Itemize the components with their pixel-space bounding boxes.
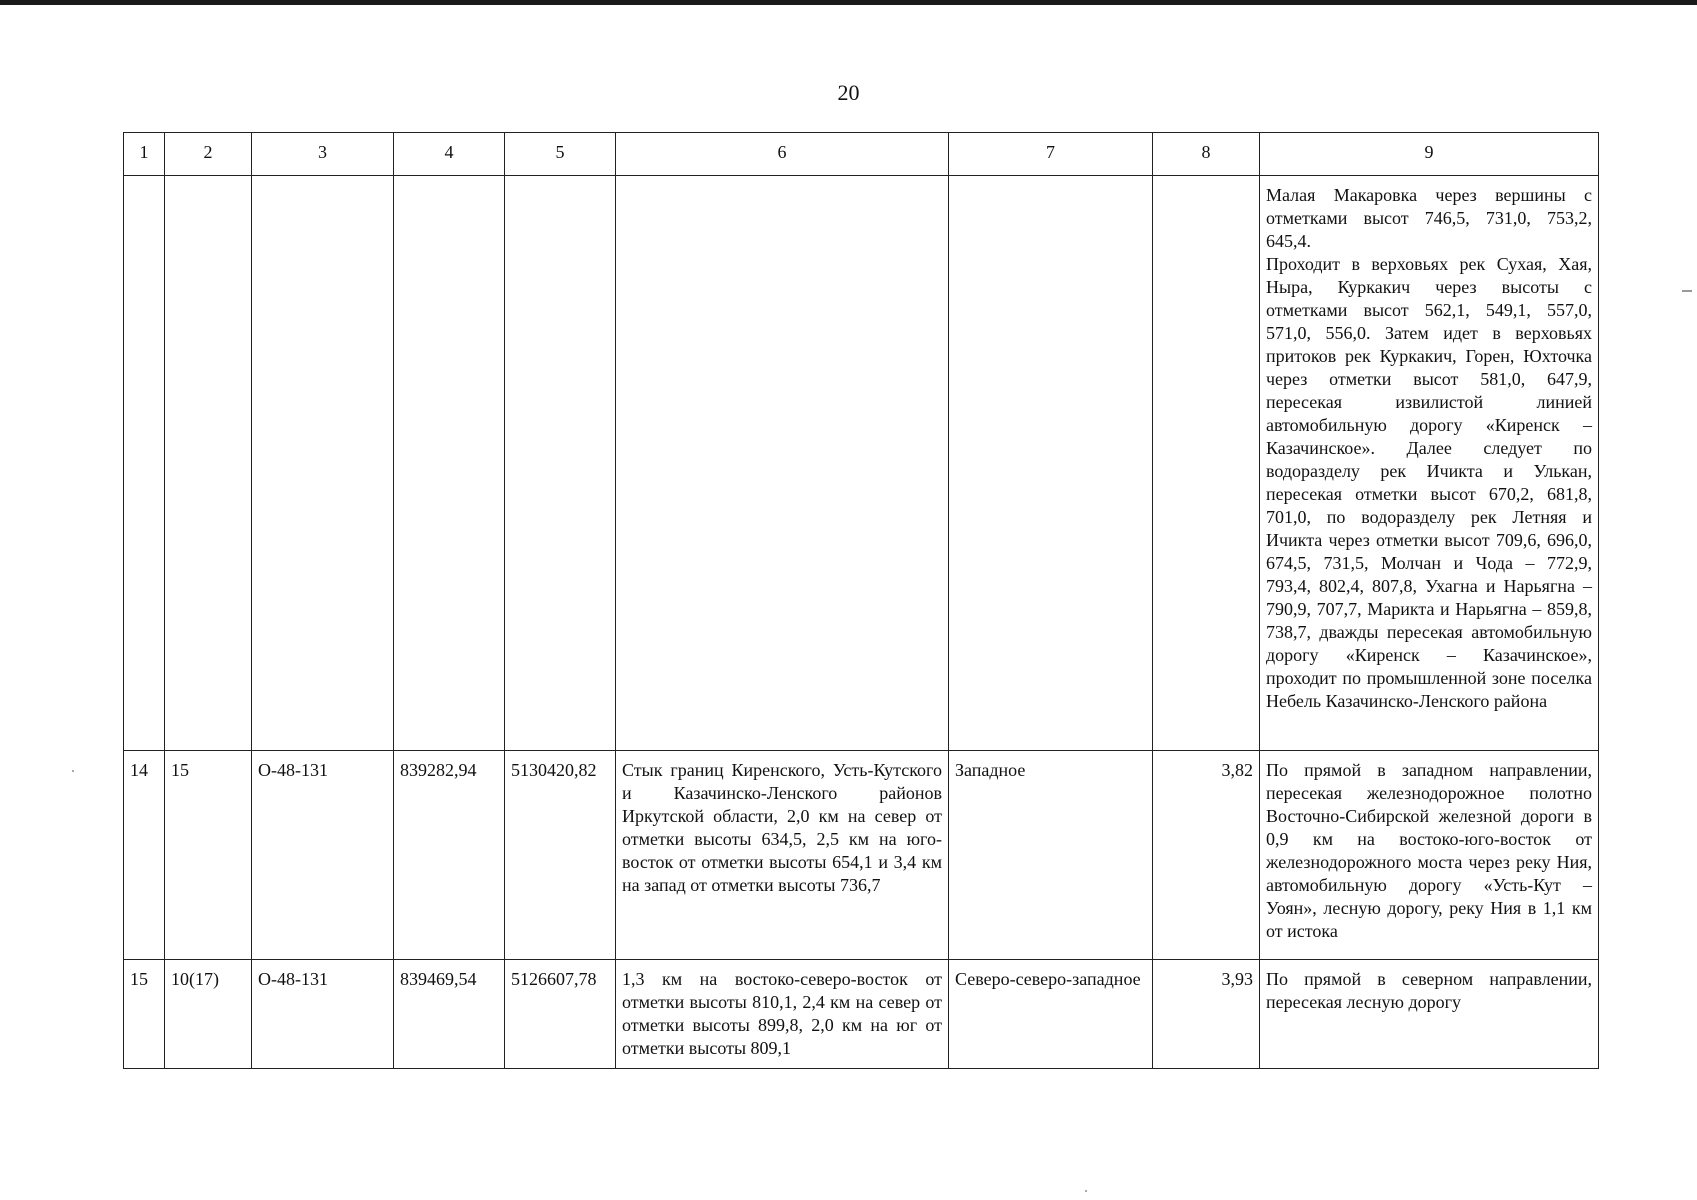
column-header-3: 3	[252, 133, 394, 176]
empty-cell	[1153, 176, 1260, 751]
boundary-description-cell: По прямой в северном направлении, пересекая лесную дорогу	[1260, 960, 1599, 1069]
page-number: 20	[837, 80, 860, 105]
column-header-5: 5	[505, 133, 616, 176]
empty-cell	[616, 176, 949, 751]
empty-cell	[252, 176, 394, 751]
coordinate-y-cell: 5126607,78	[505, 960, 616, 1069]
boundary-points-table	[123, 132, 1599, 1069]
point-number-cell: 10(17)	[165, 960, 252, 1069]
column-header-2: 2	[165, 133, 252, 176]
point-description-cell: Стык границ Киренского, Усть-Кутского и Казачинско-Ленского районов Иркутской области, 2,0 км на север от отметки высоты 634,5, 2,5 км на юго-восток от отметки высоты 654,1 и 3,4 км на запад от отметки высоты 736,7	[616, 751, 949, 960]
column-header-6: 6	[616, 133, 949, 176]
empty-cell	[505, 176, 616, 751]
scan-speck	[72, 770, 74, 772]
empty-cell	[124, 176, 165, 751]
column-header-8: 8	[1153, 133, 1260, 176]
column-header-1: 1	[124, 133, 165, 176]
header-row	[124, 133, 1599, 176]
boundary-description-cell: Малая Макаровка через вершины с отметками высот 746,5, 731,0, 753,2, 645,4. Проходит в верховьях рек Сухая, Хая, Ныра, Куркакич через высоты с отметками высот 562,1, 549,1, 557,0, 571,0, 556,0. Затем идет в верховьях притоков рек Куркакич, Горен, Юхточка через отметки высот 581,0, 647,9, пересекая извилистой линией автомобильную дорогу «Киренск – Казачинское». Далее следует по водоразделу рек Ичикта и Улькан, пересекая отметки высот 670,2, 681,8, 701,0, по водоразделу рек Летняя и Ичикта через отметки высот 709,6, 696,0, 674,5, 731,5, Молчан и Чода – 772,9, 793,4, 802,4, 807,8, Ухагна и Нарьягна – 790,9, 707,7, Марикта и Нарьягна – 859,8, 738,7, дважды пересекая автомобильную дорогу «Киренск – Казачинское», проходит по промышленной зоне поселка Небель Казачинско-Ленского района	[1260, 176, 1599, 751]
map-sheet-cell: О-48-131	[252, 751, 394, 960]
scan-speck	[1085, 1190, 1087, 1192]
top-scan-border	[0, 0, 1697, 5]
distance-cell: 3,82	[1153, 751, 1260, 960]
row-number-cell: 14	[124, 751, 165, 960]
table-row	[124, 751, 1599, 960]
point-number-cell: 15	[165, 751, 252, 960]
coordinate-x-cell: 839469,54	[394, 960, 505, 1069]
empty-cell	[165, 176, 252, 751]
table-row-continuation	[124, 176, 1599, 751]
column-header-4: 4	[394, 133, 505, 176]
direction-cell: Северо-северо-западное	[949, 960, 1153, 1069]
empty-cell	[949, 176, 1153, 751]
table-row	[124, 960, 1599, 1069]
point-description-cell: 1,3 км на востоко-северо-восток от отметки высоты 810,1, 2,4 км на север от отметки высоты 899,8, 2,0 км на юг от отметки высоты 809,1	[616, 960, 949, 1069]
boundary-description-cell: По прямой в западном направлении, пересекая железнодорожное полотно Восточно-Сибирской железной дороги в 0,9 км на востоко-юго-восток от железнодорожного моста через реку Ния, автомобильную дорогу «Усть-Кут – Уоян», лесную дорогу, реку Ния в 1,1 км от истока	[1260, 751, 1599, 960]
row-number-cell: 15	[124, 960, 165, 1069]
direction-cell: Западное	[949, 751, 1153, 960]
column-header-9: 9	[1260, 133, 1599, 176]
margin-mark	[1682, 290, 1692, 292]
coordinate-x-cell: 839282,94	[394, 751, 505, 960]
column-header-7: 7	[949, 133, 1153, 176]
distance-cell: 3,93	[1153, 960, 1260, 1069]
map-sheet-cell: О-48-131	[252, 960, 394, 1069]
empty-cell	[394, 176, 505, 751]
coordinate-y-cell: 5130420,82	[505, 751, 616, 960]
